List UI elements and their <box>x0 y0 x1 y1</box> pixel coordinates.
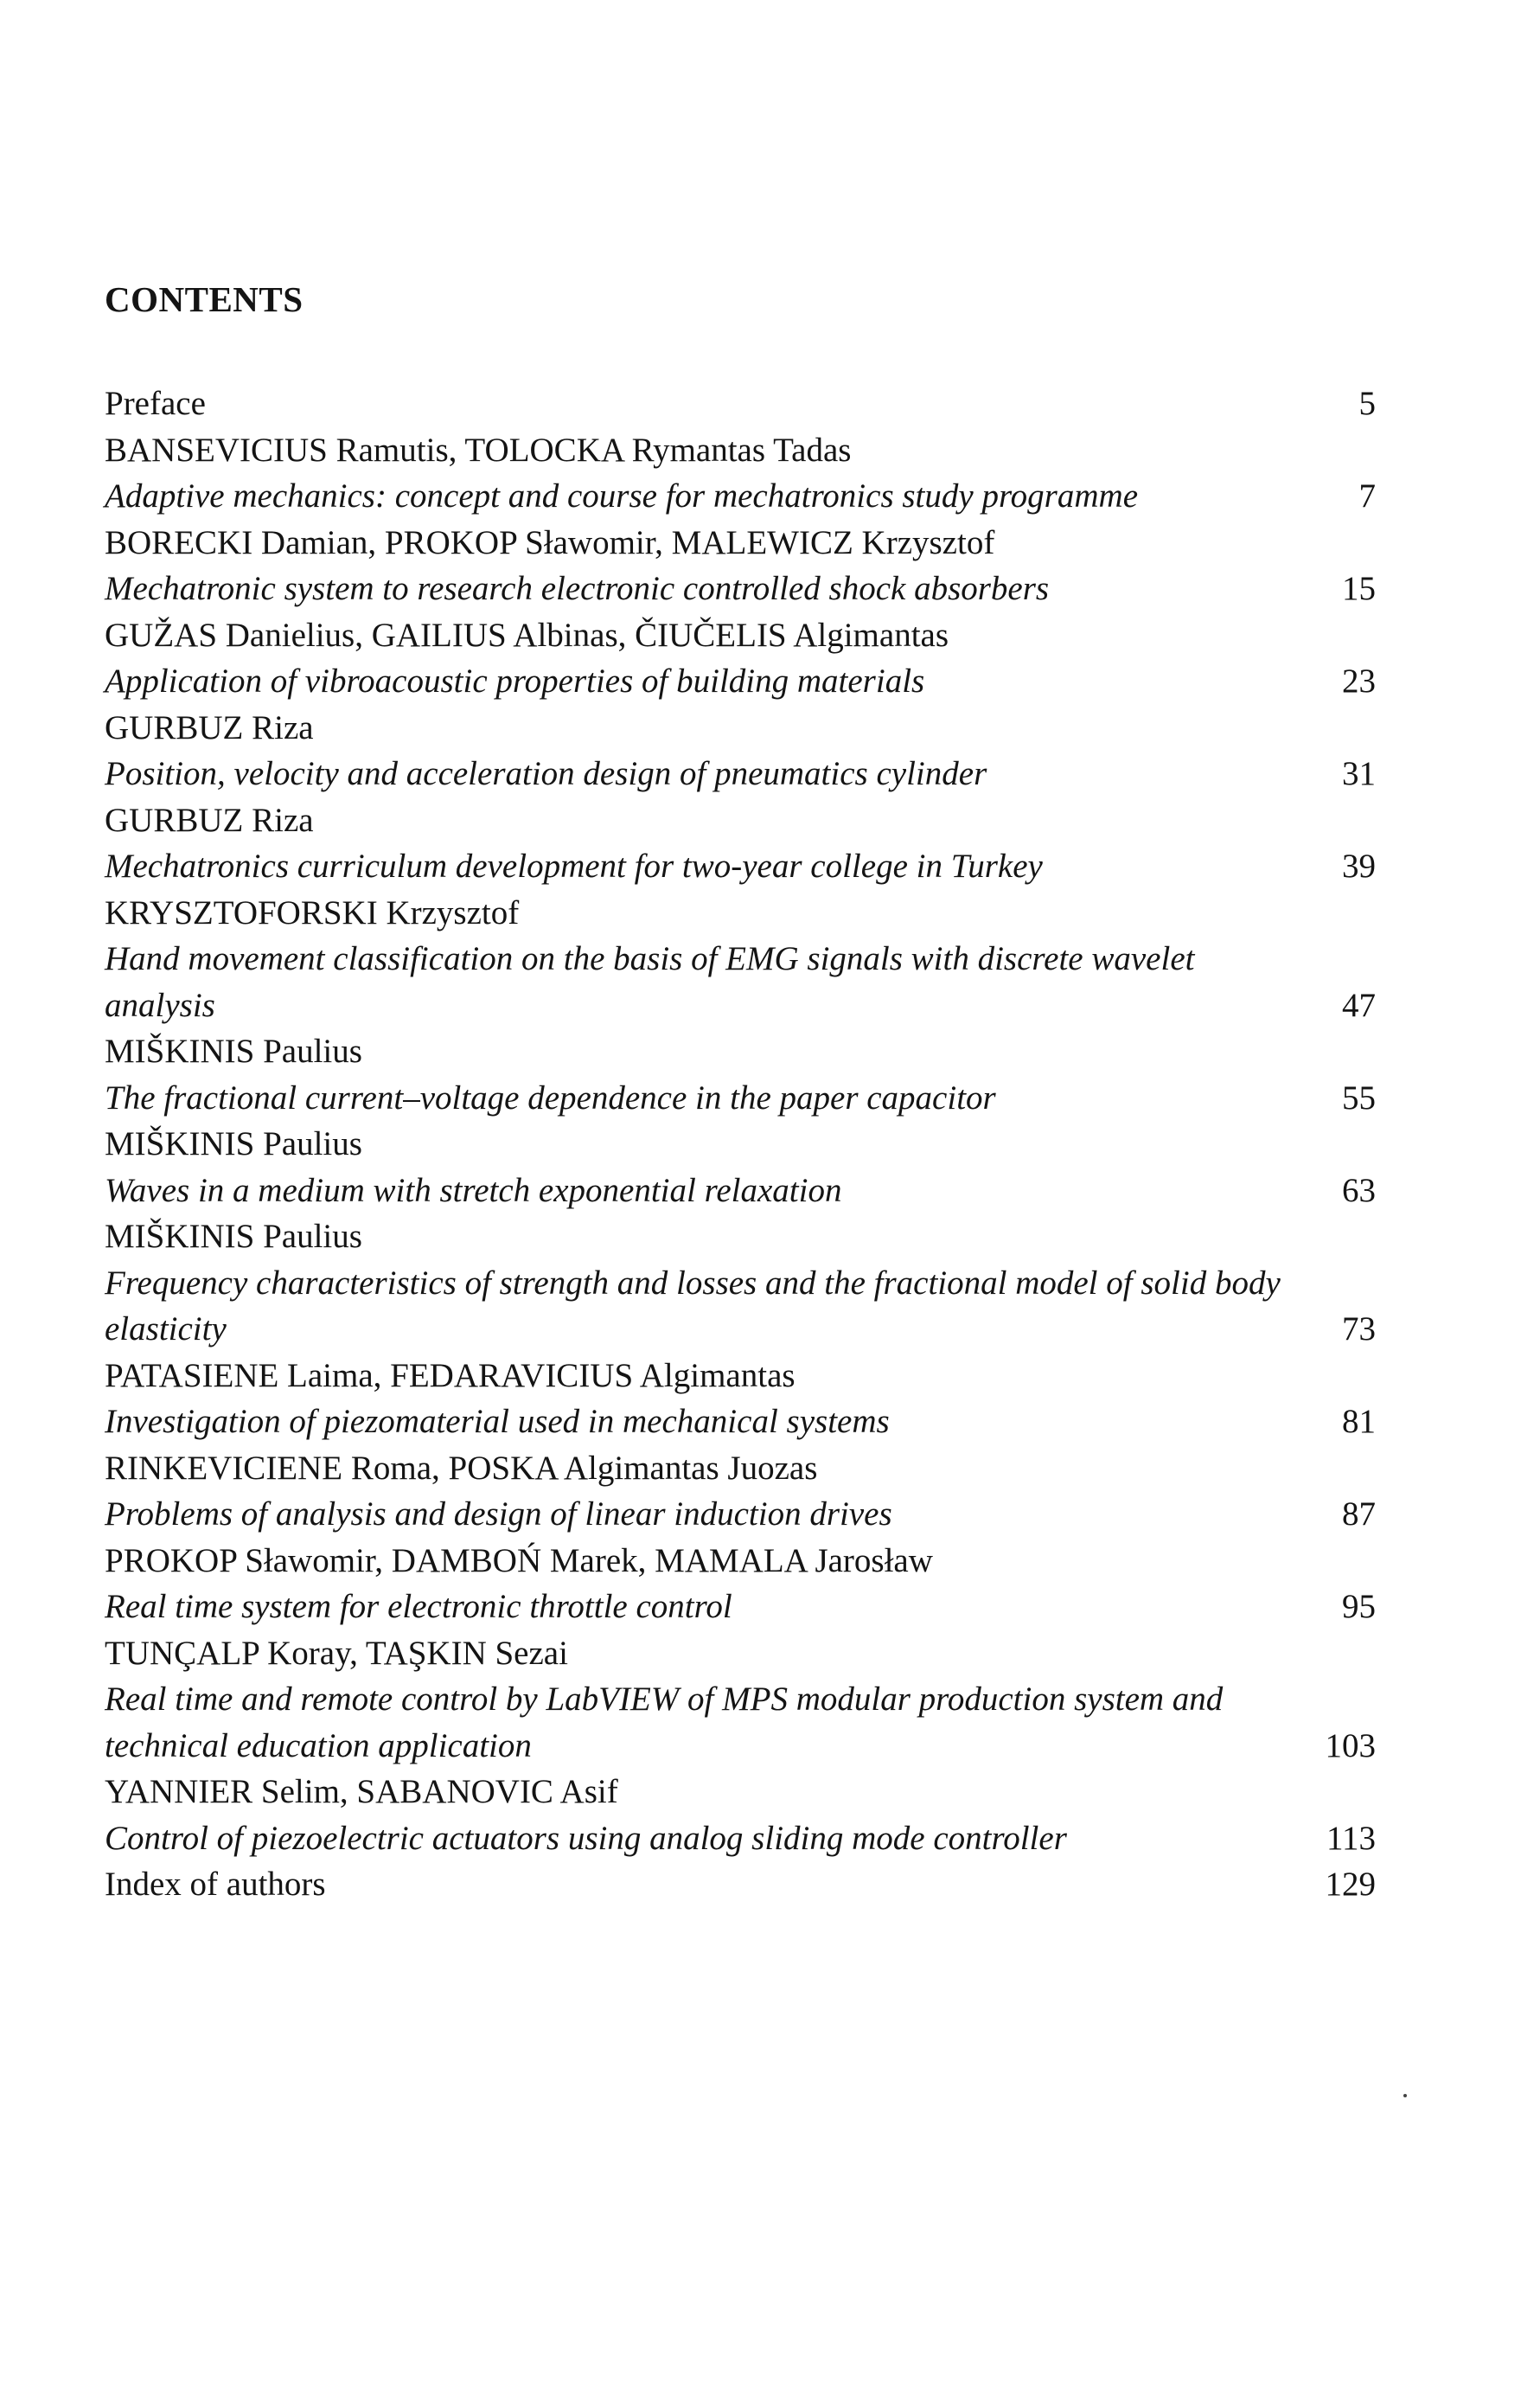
toc-entry-title: Adaptive mechanics: concept and course for mechatronics study programme <box>105 477 1139 515</box>
toc-entry <box>105 1213 1376 1353</box>
toc-entry-authors: PATASIENE Laima, FEDARAVICIUS Algimantas <box>105 1356 796 1394</box>
toc-entry-authors: MIŠKINIS Paulius <box>105 1033 362 1070</box>
toc-entry <box>105 1121 1376 1213</box>
toc-entry-title: Mechatronics curriculum development for two-year college in Turkey <box>105 848 1043 885</box>
toc-index-row <box>105 1861 1376 1908</box>
toc-entry-authors: MIŠKINIS Paulius <box>105 1218 362 1255</box>
toc-entry-authors: YANNIER Selim, SABANOVIC Asif <box>105 1773 618 1810</box>
toc-index-page: 129 <box>1325 1866 1376 1903</box>
toc-preface-row <box>105 381 1376 427</box>
toc-preface-page: 5 <box>1358 385 1376 422</box>
toc-entry <box>105 612 1376 705</box>
toc-preface-label: Preface <box>105 385 206 422</box>
toc-entry <box>105 1538 1376 1630</box>
toc-entry-title: Hand movement classification on the basis of EMG signals with discrete wavelet analysis <box>105 940 1195 1024</box>
toc-entry-page: 73 <box>1342 1310 1376 1348</box>
toc-entry-title: Position, velocity and acceleration design of pneumatics cylinder <box>105 755 987 792</box>
toc-entry-authors: KRYSZTOFORSKI Krzysztof <box>105 893 520 931</box>
toc-entry-page: 47 <box>1342 986 1376 1024</box>
toc-entry-title: Frequency characteristics of strength and losses and the fractional model of solid body elasticity <box>105 1264 1281 1348</box>
toc-entry-authors: RINKEVICIENE Roma, POSKA Algimantas Juozas <box>105 1449 818 1487</box>
toc-entry-page: 55 <box>1342 1079 1376 1117</box>
toc-entry-title: Problems of analysis and design of linear induction drives <box>105 1495 892 1533</box>
toc-entry-authors: GURBUZ Riza <box>105 708 314 746</box>
toc-entry <box>105 1769 1376 1861</box>
toc-entry <box>105 890 1376 1029</box>
toc-entry-authors: GURBUZ Riza <box>105 801 314 839</box>
toc-entry-page: 103 <box>1325 1726 1376 1764</box>
toc-entry-page: 7 <box>1358 477 1376 515</box>
toc-entry <box>105 1353 1376 1445</box>
toc-entry-page: 63 <box>1342 1171 1376 1209</box>
toc-entry-page: 87 <box>1342 1495 1376 1533</box>
toc-entry-page: 39 <box>1342 848 1376 885</box>
toc-entry-page: 113 <box>1326 1819 1376 1857</box>
toc-entry-authors: GUŽAS Danielius, GAILIUS Albinas, ČIUČELIS Algimantas <box>105 616 949 654</box>
toc-entry-authors: PROKOP Sławomir, DAMBOŃ Marek, MAMALA Jarosław <box>105 1541 933 1579</box>
toc-entry-page: 95 <box>1342 1588 1376 1625</box>
toc-entry-title: Real time system for electronic throttle control <box>105 1588 732 1625</box>
toc-entry-page: 23 <box>1342 663 1376 700</box>
toc-entry-title: Control of piezoelectric actuators using analog sliding mode controller <box>105 1819 1067 1857</box>
toc-entry-title: Mechatronic system to research electronic controlled shock absorbers <box>105 570 1050 607</box>
table-of-contents <box>105 381 1376 1908</box>
toc-entry <box>105 520 1376 612</box>
toc-entry-page: 31 <box>1342 755 1376 792</box>
toc-entry-authors: MIŠKINIS Paulius <box>105 1125 362 1162</box>
toc-entry-title: Waves in a medium with stretch exponential relaxation <box>105 1171 842 1209</box>
toc-entry <box>105 1445 1376 1538</box>
toc-entry-authors: BANSEVICIUS Ramutis, TOLOCKA Rymantas Tadas <box>105 431 852 469</box>
toc-entry-page: 15 <box>1342 570 1376 607</box>
page-title: CONTENTS <box>105 279 304 319</box>
toc-index-label: Index of authors <box>105 1866 326 1903</box>
toc-entry-title: Investigation of piezomaterial used in mechanical systems <box>105 1403 890 1440</box>
toc-entry <box>105 1630 1376 1770</box>
toc-entry <box>105 427 1376 520</box>
toc-entry-title: Real time and remote control by LabVIEW of MPS modular production system and technical education application <box>105 1680 1224 1764</box>
toc-entry-title: Application of vibroacoustic properties of building materials <box>105 663 925 700</box>
toc-entry-authors: TUNÇALP Koray, TAŞKIN Sezai <box>105 1634 568 1672</box>
toc-entry <box>105 1028 1376 1121</box>
scan-speck <box>1403 2094 1407 2097</box>
toc-entry-authors: BORECKI Damian, PROKOP Sławomir, MALEWICZ Krzysztof <box>105 523 995 561</box>
toc-entry <box>105 705 1376 797</box>
toc-entry-title: The fractional current–voltage dependence in the paper capacitor <box>105 1079 996 1117</box>
toc-entry-page: 81 <box>1342 1403 1376 1440</box>
toc-entry <box>105 797 1376 890</box>
